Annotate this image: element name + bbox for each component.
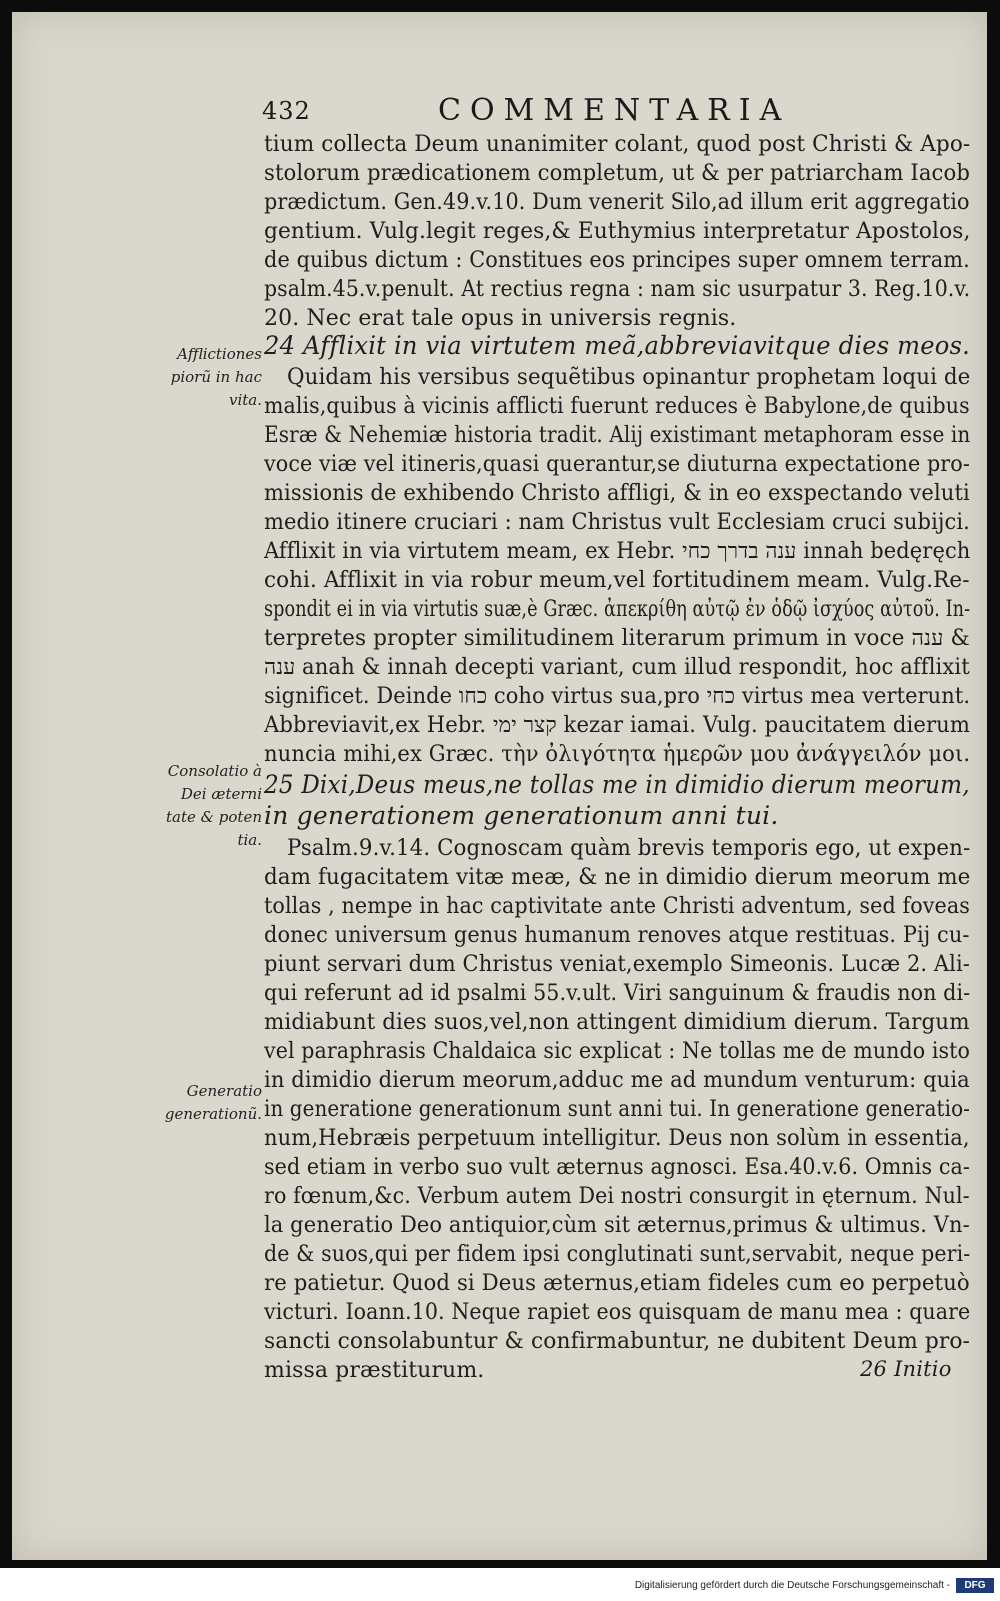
margin-note-afflictiones: Afflictiones piorũ in hac vita. [170,345,262,409]
text-line: voce viæ vel itineris,quasi querantur,se diuturna expectatione pro- [264,452,970,477]
text-line: missa præstiturum. [264,1358,485,1383]
text-line: midiabunt dies suos,vel,non attingent dimidium dierum. Targum [264,1010,970,1035]
footer [0,1572,1000,1601]
text-line: significet. Deinde כחו coho virtus sua,pro כחי virtus mea verterunt. [264,684,971,709]
text-line: sancti consolabuntur & confirmabuntur, ne dubitent Deum pro- [264,1329,971,1354]
text-line: re patietur. Quod si Deus æternus,etiam fideles cum eo perpetuò [264,1271,970,1296]
text-line: de quibus dictum : Constitues eos principes super omnem terram. [264,248,970,273]
text-line: de & suos,qui per fidem ipsi conglutinati sunt,servabit, neque peri- [264,1242,971,1267]
text-line: psalm.45.v.penult. At rectius regna : nam sic usurpatur 3. Reg.10.v. [264,277,971,302]
text-line: Quidam his versibus sequẽtibus opinantur prophetam loqui de [287,365,971,390]
text-line: tium collecta Deum unanimiter colant, quod post Christi & Apo- [264,132,971,157]
text-line: cohi. Afflixit in via robur meum,vel fortitudinem meam. Vulg.Re- [264,568,970,593]
verse-24-heading: 24 Afflixit in via virtutem meã,abbreviavitque dies meos. [264,331,971,360]
text-line: ro fœnum,&c. Verbum autem Dei nostri consurgit in ęternum. Nul- [264,1184,970,1209]
text-line: in dimidio dierum meorum,adduc me ad mundum venturum: quia [264,1068,970,1093]
text-line: la generatio Deo antiquior,cùm sit æternus,primus & ultimus. Vn- [264,1213,970,1238]
text-line: Afflixit in via virtutem meam, ex Hebr. ענה בדרך כחי innah bedęręch [264,539,971,564]
margin-note-consolatio: Consolatio à Dei æterni tate & poten tia. [166,762,262,849]
margin-note-generatio: Generatio generationũ. [164,1082,262,1123]
text-line: 20. Nec erat tale opus in universis regnis. [264,306,737,331]
text-line: stolorum prædicationem completum, ut & per patriarcham Iacob [264,161,970,186]
text-line: sed etiam in verbo suo vult æternus agnosci. Esa.40.v.6. Omnis ca- [264,1155,970,1180]
text-line: medio itinere cruciari : nam Christus vult Ecclesiam cruci subijci. [264,510,970,535]
text-line: spondit ei in via virtutis suæ,è Græc. ἀπεκρίθη αὐτῷ ἐν ὁδῷ ἰσχύος αὐτοῦ. In- [264,597,971,622]
verse-25-heading: 25 Dixi,Deus meus,ne tollas me in dimidio dierum meorum, [264,770,970,799]
text-line: in generatione generationum sunt anni tui. In generatione generatio- [264,1097,971,1122]
text-line: missionis de exhibendo Christo affligi, & in eo exspectando veluti [264,481,970,506]
text-line: malis,quibus à vicinis afflicti fuerunt reduces è Babylone,de quibus [264,394,970,419]
text-line: vel paraphrasis Chaldaica sic explicat : Ne tollas me de mundo isto [264,1039,970,1064]
text-line: piunt servari dum Christus veniat,exemplo Simeonis. Lucæ 2. Ali- [264,952,970,977]
text-line: Esræ & Nehemiæ historia tradit. Alij existimant metaphoram esse in [264,423,971,448]
page-header [262,93,982,133]
text-line: victuri. Ioann.10. Neque rapiet eos quisquam de manu mea : quare [264,1300,971,1325]
text-line: nuncia mihi,ex Græc. τὴν ὀλιγότητα ἡμερῶν μου ἀνάγγειλόν μοι. [264,742,971,767]
text-line: qui referunt ad id psalmi 55.v.ult. Viri sanguinum & fraudis non di- [264,981,971,1006]
verse-25-heading-cont: in generationem generationum anni tui. [264,801,779,830]
text-line: num,Hebræis perpetuum intelligitur. Deus non solùm in essentia, [264,1126,970,1151]
text-line: ענה anah & innah decepti variant, cum illud respondit, hoc afflixit [264,655,970,680]
page-number: 432 [262,97,311,125]
text-line: donec universum genus humanum renoves atque restituas. Pij cu- [264,923,970,948]
dfg-logo: DFG [956,1578,994,1593]
text-line: prædictum. Gen.49.v.10. Dum venerit Silo,ad illum erit aggregatio [264,190,970,215]
text-line: gentium. Vulg.legit reges,& Euthymius interpretatur Apostolos, [264,219,971,244]
text-line: Psalm.9.v.14. Cognoscam quàm brevis temporis ego, ut expen- [287,836,971,861]
footer-credit: Digitalisierung gefördert durch die Deutsche Forschungsgemeinschaft - [634,1580,950,1591]
text-line: terpretes propter similitudinem literarum primum in voce ענה & [264,626,970,651]
text-line: dam fugacitatem vitæ meæ, & ne in dimidio dierum meorum me [264,865,971,890]
text-line: Abbreviavit,ex Hebr. קצר ימי kezar iamai. Vulg. paucitatem dierum [264,713,971,738]
text-line: tollas , nempe in hac captivitate ante Christi adventum, sed foveas [264,894,971,919]
running-title: COMMENTARIA [438,93,791,128]
catchword: 26 Initio [860,1357,952,1381]
